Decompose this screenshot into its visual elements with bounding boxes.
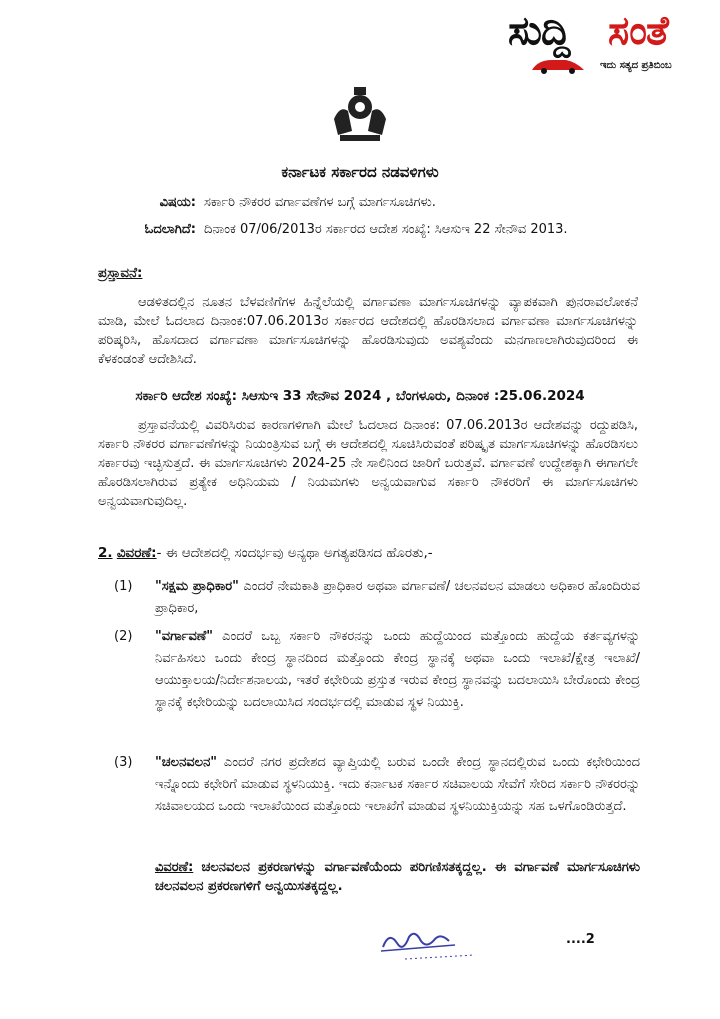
reference-text: ದಿನಾಂಕ 07/06/2013ರ ಸರ್ಕಾರದ ಆದೇಶ ಸಂಖ್ಯೆ: ಸಿಆಸುಇ 22 ಸೇನೌವ 2013.	[204, 222, 568, 237]
government-order-line: ಸರ್ಕಾರಿ ಆದೇಶ ಸಂಖ್ಯೆ: ಸಿಆಸುಇ 33 ಸೇನೌವ 2024 , ಬೆಂಗಳೂರು, ದಿನಾಂಕ :25.06.2024	[135, 388, 585, 404]
brand-name-part2: ಸಂತೆ	[608, 8, 668, 54]
explanation-note	[155, 858, 640, 896]
brand-tagline: ಇದು ಸತ್ಯದ ಪ್ರತಿಬಿಂಬ	[600, 60, 672, 71]
definitions-title	[98, 545, 433, 561]
page-continuation: ....2	[566, 932, 595, 947]
definitions-intro: - ಈ ಆದೇಶದಲ್ಲಿ ಸಂದರ್ಭವು ಅನ್ಯಥಾ ಅಗತ್ಯಪಡಿಸದ ಹೊರತು,-	[156, 545, 433, 561]
definition-item-3-term: "ಚಲನವಲನ"	[155, 755, 218, 770]
order-paragraph: ಪ್ರಸ್ತಾವನೆಯಲ್ಲಿ ವಿವರಿಸಿರುವ ಕಾರಣಗಳಿಗಾಗಿ ಮೇಲೆ ಓದಲಾದ ದಿನಾಂಕ: 07.06.2013ರ ಆದೇಶವನ್ನು ರದ್ದುಪಡಿಸಿ, ಸರ್ಕಾರಿ ನೌಕರರ ವರ್ಗಾವಣೆಗಳನ್ನು ನಿಯಂತ್ರಿಸುವ ಬಗ್ಗೆ ಈ ಆದೇಶದಲ್ಲಿ ಸೂಚಿಸಿರುವಂತೆ ಪರಿಷ್ಕೃತ ಮಾರ್ಗಸೂಚಿಗಳನ್ನು ಹೊರಡಿಸಲು ಸರ್ಕಾರವು ಇಚ್ಛಿಸುತ್ತದೆ. ಈ ಮಾರ್ಗಸೂಚಿಗಳು 2024-25 ನೇ ಸಾಲಿನಿಂದ ಜಾರಿಗೆ ಬರುತ್ತವೆ. ವರ್ಗಾವಣೆ ಉದ್ದೇಶಕ್ಕಾಗಿ ಈಗಾಗಲೇ ಹೊರಡಿಸಲಾಗಿರುವ ಪ್ರತ್ಯೇಕ ಅಧಿನಿಯಮ / ನಿಯಮಗಳು ಅನ್ವಯವಾಗುವ ಸರ್ಕಾರಿ ನೌಕರರಿಗೆ ಈ ಮಾರ್ಗಸೂಚಿಗಳು ಅನ್ವಯವಾಗುವುದಿಲ್ಲ.	[98, 418, 638, 509]
explanation-text: ಚಲನವಲನ ಪ್ರಕರಣಗಳನ್ನು ವರ್ಗಾವಣೆಯೆಂದು ಪರಿಗಣಿಸತಕ್ಕದ್ದಲ್ಲ. ಈ ವರ್ಗಾವಣೆ ಮಾರ್ಗಸೂಚಿಗಳು ಚಲನವಲನ ಪ್ರಕರಣಗಳಿಗೆ ಅನ್ವಯಿಸತಕ್ಕದ್ದಲ್ಲ.	[155, 860, 640, 894]
reference-label: ಓದಲಾಗಿದೆ:	[144, 222, 196, 237]
definition-item-1-term: "ಸಕ್ಷಮ ಪ್ರಾಧಿಕಾರ"	[155, 579, 239, 594]
document-heading: ಕರ್ನಾಟಕ ಸರ್ಕಾರದ ನಡವಳಿಗಳು	[281, 163, 439, 181]
subject-text: ಸರ್ಕಾರಿ ನೌಕರರ ವರ್ಗಾವಣೆಗಳ ಬಗ್ಗೆ ಮಾರ್ಗಸೂಚಿಗಳು.	[204, 195, 436, 210]
definition-item-1-text: ಎಂದರೆ ನೇಮಕಾತಿ ಪ್ರಾಧಿಕಾರ ಅಥವಾ ವರ್ಗಾವಣೆ/ ಚಲನವಲನ ಮಾಡಲು ಅಧಿಕಾರ ಹೊಂದಿರುವ ಪ್ರಾಧಿಕಾರ,	[155, 579, 641, 616]
definition-item-3-text: ಎಂದರೆ ನಗರ ಪ್ರದೇಶದ ವ್ಯಾಪ್ತಿಯಲ್ಲಿ ಬರುವ ಒಂದೇ ಕೇಂದ್ರ ಸ್ಥಾನದಲ್ಲಿರುವ ಒಂದು ಕಛೇರಿಯಿಂದ ಇನ್ನೊಂದು ಕಛೇರಿಗೆ ಮಾಡುವ ಸ್ಥಳನಿಯುಕ್ತಿ. ಇದು ಕರ್ನಾಟಕ ಸರ್ಕಾರ ಸಚಿವಾಲಯ ಸೇವೆಗೆ ಸೇರಿದ ಸರ್ಕಾರಿ ನೌಕರರನ್ನು ಸಚಿವಾಲಯದ ಒಂದು ಇಲಾಖೆಯಿಂದ ಮತ್ತೊಂದು ಇಲಾಖೆಗೆ ಮಾಡುವ ಸ್ಥಳನಿಯುಕ್ತಿಯನ್ನು ಸಹ ಒಳಗೊಂಡಿರುತ್ತದೆ.	[155, 755, 640, 814]
definition-item-3-number: (3)	[114, 755, 133, 770]
brand-name-part1: ಸುದ್ದಿ	[508, 8, 570, 54]
definition-item-3	[155, 752, 640, 818]
definition-item-2	[155, 626, 640, 714]
definition-item-1	[155, 576, 640, 620]
preamble-title: ಪ್ರಸ್ತಾವನೆ:	[98, 265, 143, 281]
reference-row	[118, 222, 568, 237]
definitions-number: 2.	[98, 545, 113, 561]
definition-item-1-number: (1)	[114, 579, 133, 594]
subject-label: ವಿಷಯ:	[159, 195, 196, 210]
explanation-label: ವಿವರಣೆ:	[155, 860, 194, 875]
brand-logo	[508, 8, 708, 78]
definition-item-2-term: "ವರ್ಗಾವಣೆ"	[155, 629, 214, 644]
car-icon	[528, 56, 588, 74]
definition-item-2-number: (2)	[114, 629, 133, 644]
definitions-label: ವಿವರಣೆ:	[116, 545, 157, 561]
karnataka-emblem-icon	[330, 85, 390, 145]
subject-row	[118, 195, 436, 210]
definition-item-2-text: ಎಂದರೆ ಒಬ್ಬ ಸರ್ಕಾರಿ ನೌಕರನನ್ನು ಒಂದು ಹುದ್ದೆಯಿಂದ ಮತ್ತೊಂದು ಹುದ್ದೆಯ ಕರ್ತವ್ಯಗಳನ್ನು ನಿರ್ವಹಿಸಲು ಒಂದು ಕೇಂದ್ರ ಸ್ಥಾನದಿಂದ ಮತ್ತೊಂದು ಕೇಂದ್ರ ಸ್ಥಾನಕ್ಕೆ ಅಥವಾ ಒಂದು ಇಲಾಖೆ/ಕ್ಷೇತ್ರ ಇಲಾಖೆ/ ಆಯುಕ್ತಾಲಯ/ನಿರ್ದೇಶನಾಲಯ, ಇತರೆ ಕಛೇರಿಯ ಪ್ರಸ್ತುತ ಇರುವ ಕೇಂದ್ರ ಸ್ಥಾನವನ್ನು ಬದಲಾಯಿಸಿ ಬೇರೊಂದು ಕೇಂದ್ರ ಸ್ಥಾನಕ್ಕೆ ಕಛೇರಿಯನ್ನು ಬದಲಾಯಿಸಿದ ಸಂದರ್ಭದಲ್ಲಿ ಮಾಡುವ ಸ್ಥಳ ನಿಯುಕ್ತಿ.	[155, 629, 640, 710]
preamble-paragraph: ಆಡಳಿತದಲ್ಲಿನ ನೂತನ ಬೆಳವಣಿಗೆಗಳ ಹಿನ್ನೆಲೆಯಲ್ಲಿ ವರ್ಗಾವಣಾ ಮಾರ್ಗಸೂಚಿಗಳನ್ನು ವ್ಯಾಪಕವಾಗಿ ಪುನರಾವಲೋಕನೆ ಮಾಡಿ, ಮೇಲೆ ಓದಲಾದ ದಿನಾಂಕ:07.06.2013ರ ಸರ್ಕಾರದ ಆದೇಶದಲ್ಲಿ ಹೊರಡಿಸಲಾದ ವರ್ಗಾವಣಾ ಮಾರ್ಗಸೂಚಿಗಳನ್ನು ಪರಿಷ್ಕರಿಸಿ, ಹೊಸದಾದ ವರ್ಗಾವಣಾ ಮಾರ್ಗಸೂಚಿಗಳನ್ನು ಹೊರಡಿಸುವುದು ಅವಶ್ಯವೆಂದು ಮನಗಾಣಲಾಗಿರುವುದರಿಂದ ಈ ಕೆಳಕಂಡಂತೆ ಆದೇಶಿಸಿದೆ.	[98, 295, 638, 367]
handwritten-signature-icon	[375, 925, 485, 965]
